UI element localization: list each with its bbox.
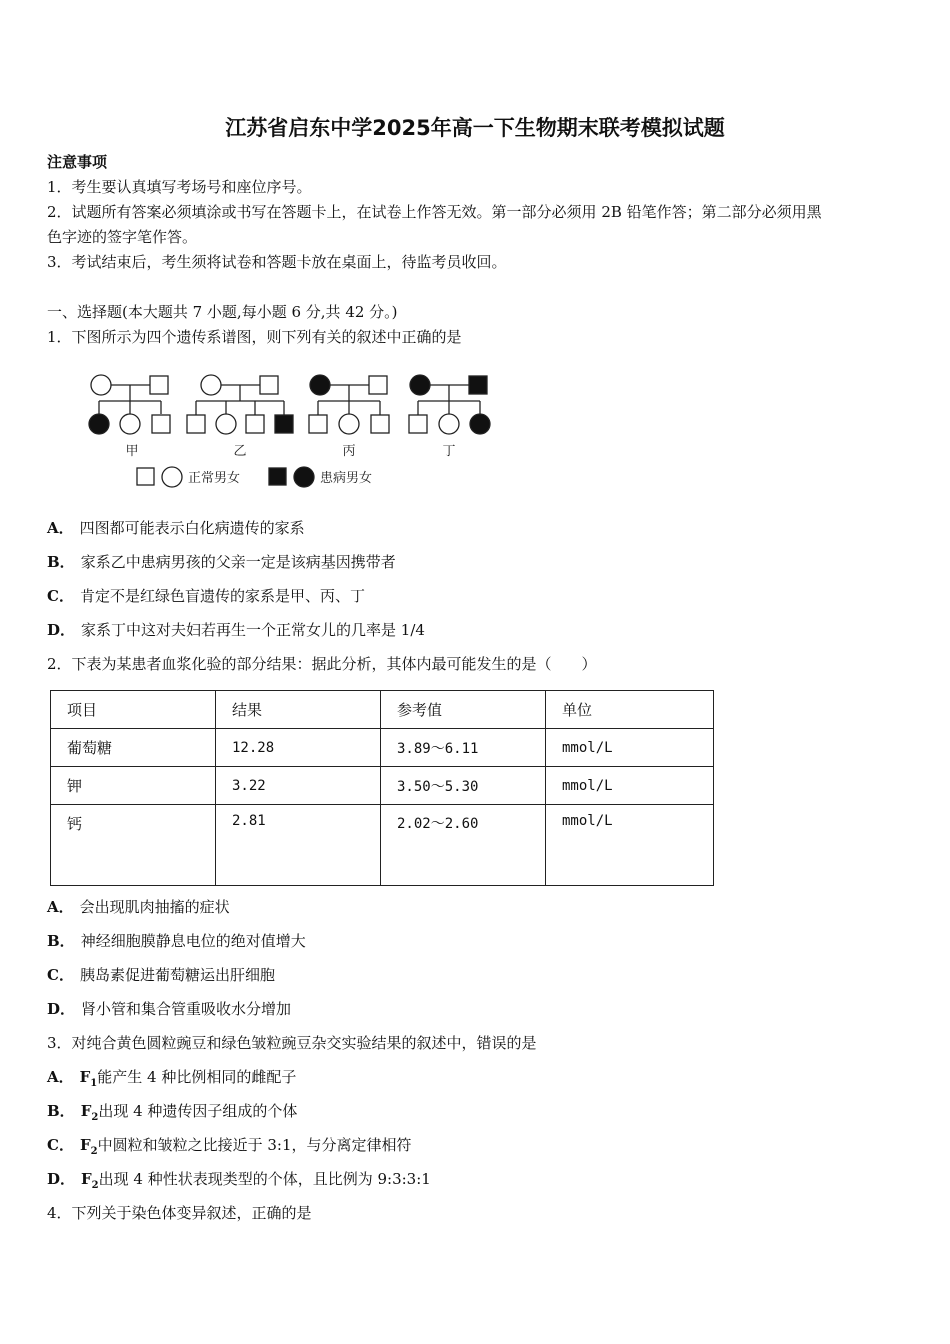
pedigree-legend [137, 467, 372, 487]
pedigree-ding [409, 375, 490, 434]
table-cell: 钙 [51, 805, 216, 886]
option: A． 会出现肌肉抽搐的症状 [47, 898, 230, 916]
family-label: 丙 [342, 444, 356, 459]
pedigree-jia [89, 375, 170, 434]
lab-results-table [50, 690, 714, 886]
pedigree-bing [309, 375, 389, 434]
option: D． 家系丁中这对夫妇若再生一个正常女儿的几率是 1/4 [47, 621, 425, 639]
table-cell: 3.22 [216, 767, 381, 805]
table-cell: 葡萄糖 [51, 729, 216, 767]
table-cell: mmol/L [546, 729, 714, 767]
notice-heading: 注意事项 [47, 153, 108, 171]
question-2-stem: 2．下表为某患者血浆化验的部分结果：据此分析，其体内最可能发生的是（ ） [47, 655, 597, 673]
pedigree-yi [187, 375, 293, 434]
table-header-row [51, 691, 714, 729]
option: A． 四图都可能表示白化病遗传的家系 [47, 519, 305, 537]
table-header-cell: 单位 [546, 691, 714, 729]
table-cell: 12.28 [216, 729, 381, 767]
option: B． $F_2$出现 4 种遗传因子组成的个体 [47, 1102, 298, 1123]
option: A． $F_1$能产生 4 种比例相同的雌配子 [47, 1068, 297, 1089]
table-cell: 3.89～6.11 [381, 729, 546, 767]
notice-item: 2．试题所有答案必须填涂或书写在答题卡上，在试卷上作答无效。第一部分必须用 2B 铅笔作答；第二部分必须用黑 [47, 203, 822, 221]
family-label: 丁 [442, 444, 456, 459]
question-3-stem: 3．对纯合黄色圆粒豌豆和绿色皱粒豌豆杂交实验结果的叙述中，错误的是 [47, 1034, 537, 1052]
table-header-cell: 结果 [216, 691, 381, 729]
option: D． 肾小管和集合管重吸收水分增加 [47, 1000, 292, 1018]
section-heading: 一、选择题(本大题共 7 小题,每小题 6 分,共 42 分。) [47, 303, 398, 321]
notice-item: 3．考试结束后，考生须将试卷和答题卡放在桌面上，待监考员收回。 [47, 253, 507, 271]
option: C． 胰岛素促进葡萄糖运出肝细胞 [47, 966, 275, 984]
notice-item: 色字迹的签字笔作答。 [47, 228, 198, 246]
option: D． $F_2$出现 4 种性状表现类型的个体，且比例为 9:3:3:1 [47, 1170, 431, 1191]
page-title: 江苏省启东中学2025年高一下生物期末联考模拟试题 [225, 116, 725, 140]
table-cell: mmol/L [546, 767, 714, 805]
family-label: 乙 [233, 444, 247, 459]
table-cell: 钾 [51, 767, 216, 805]
option: B． 家系乙中患病男孩的父亲一定是该病基因携带者 [47, 553, 396, 571]
table-cell: 2.81 [216, 805, 381, 886]
question-4-stem: 4．下列关于染色体变异叙述，正确的是 [47, 1204, 312, 1222]
table-header-cell: 项目 [51, 691, 216, 729]
option: B． 神经细胞膜静息电位的绝对值增大 [47, 932, 306, 950]
option: C． $F_2$中圆粒和皱粒之比接近于 3:1，与分离定律相符 [47, 1136, 412, 1157]
table-cell: mmol/L [546, 805, 714, 886]
notice-item: 1．考生要认真填写考场号和座位序号。 [47, 178, 312, 196]
option: C． 肯定不是红绿色盲遗传的家系是甲、丙、丁 [47, 587, 365, 605]
table-row [51, 805, 714, 886]
table-row [51, 729, 714, 767]
family-label: 甲 [125, 444, 139, 459]
table-row [51, 767, 714, 805]
question-1-stem: 1．下图所示为四个遗传系谱图，则下列有关的叙述中正确的是 [47, 328, 462, 346]
pedigree-figure [80, 368, 500, 493]
table-cell: 3.50～5.30 [381, 767, 546, 805]
legend-affected-label: 患病男女 [320, 471, 373, 486]
legend-normal-label: 正常男女 [188, 471, 241, 486]
table-header-cell: 参考值 [381, 691, 546, 729]
table-cell: 2.02～2.60 [381, 805, 546, 886]
